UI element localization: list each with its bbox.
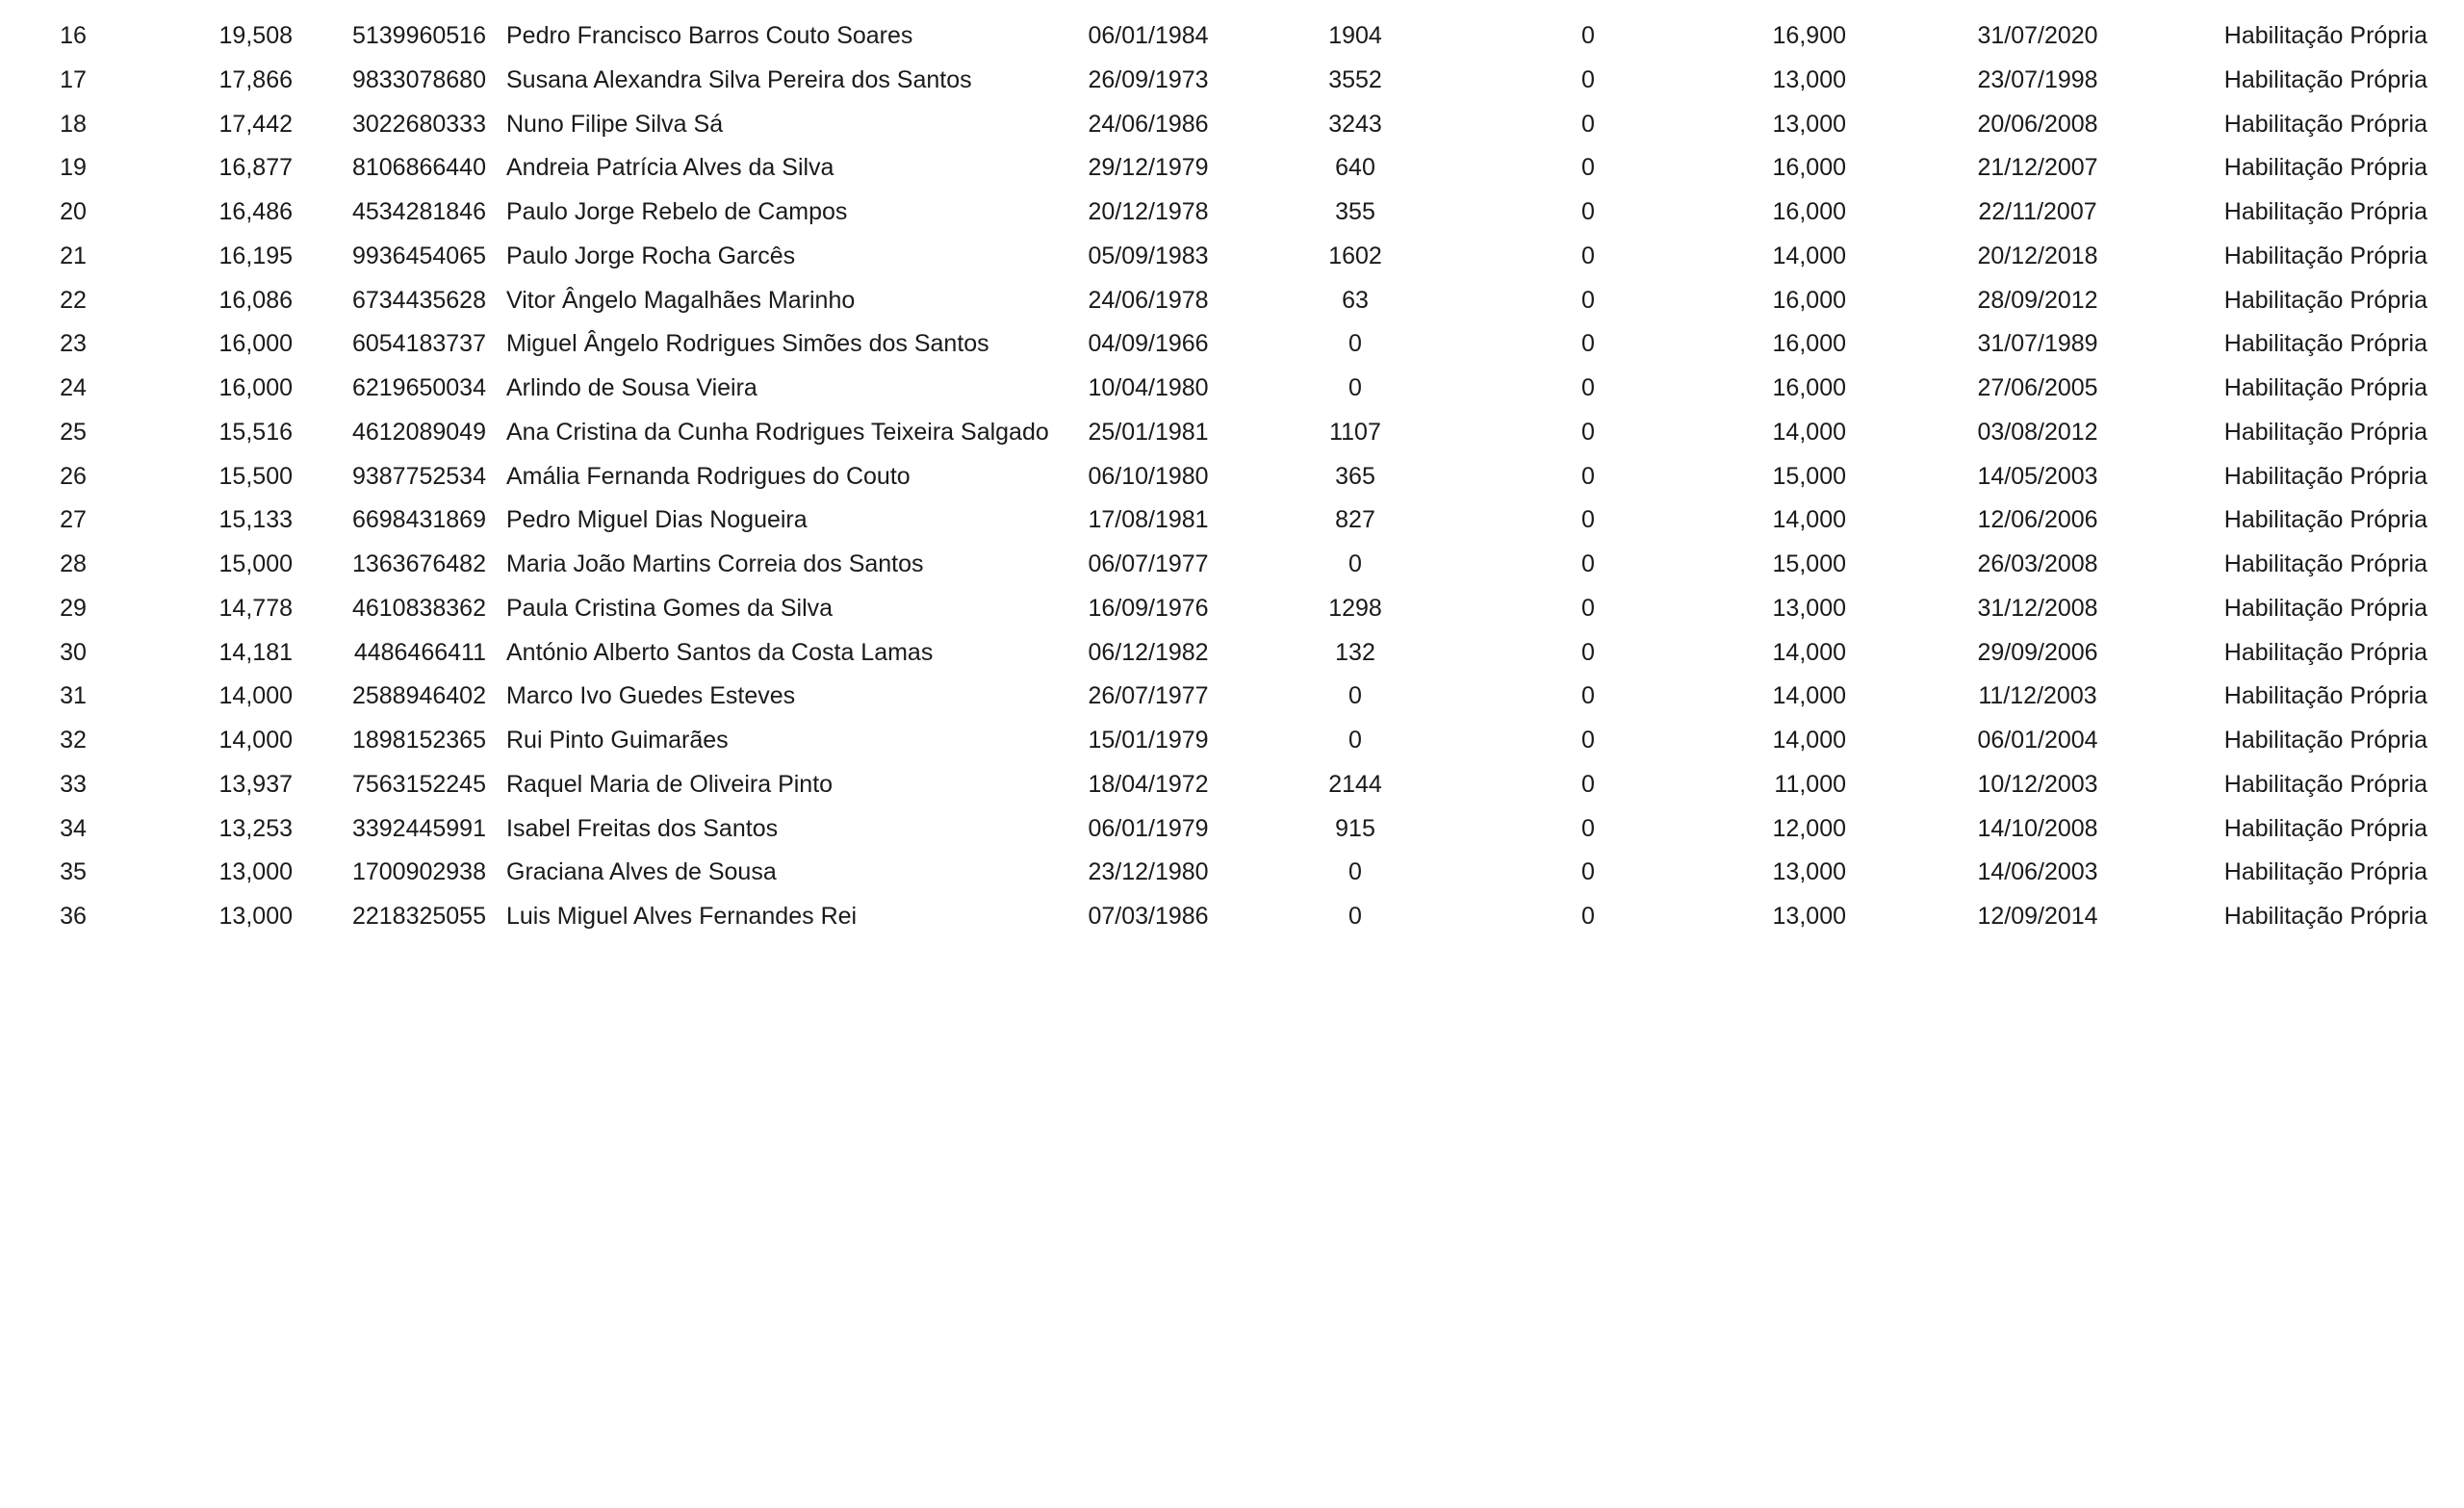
birth-date-cell: 25/01/1981 bbox=[1088, 419, 1209, 446]
zero-value-cell: 0 bbox=[1581, 727, 1595, 754]
graduation-grade-cell: 13,000 bbox=[218, 903, 293, 930]
rank-cell: 34 bbox=[60, 815, 87, 842]
candidate-name-cell: Miguel Ângelo Rodrigues Simões dos Santos bbox=[506, 330, 989, 357]
service-days-cell: 1602 bbox=[1328, 243, 1382, 269]
candidate-number-cell: 9936454065 bbox=[351, 243, 486, 269]
birth-date-cell: 24/06/1978 bbox=[1088, 287, 1209, 314]
candidate-name-cell: Arlindo de Sousa Vieira bbox=[506, 374, 757, 401]
professional-grade-cell: 16,900 bbox=[1772, 22, 1846, 49]
professional-grade-cell: 14,000 bbox=[1772, 682, 1846, 709]
qualification-type-cell: Habilitação Própria bbox=[2223, 243, 2427, 269]
service-days-cell: 63 bbox=[1342, 287, 1369, 314]
birth-date-cell: 06/12/1982 bbox=[1088, 639, 1209, 666]
professional-grade-cell: 14,000 bbox=[1772, 243, 1846, 269]
qualification-date-cell: 14/06/2003 bbox=[1977, 858, 2098, 885]
professional-grade-cell: 14,000 bbox=[1772, 506, 1846, 533]
candidate-number-cell: 4534281846 bbox=[351, 198, 486, 225]
candidate-number-cell: 1898152365 bbox=[351, 727, 486, 754]
rank-cell: 25 bbox=[60, 419, 87, 446]
qualification-type-cell: Habilitação Própria bbox=[2223, 374, 2427, 401]
zero-value-cell: 0 bbox=[1581, 903, 1595, 930]
graduation-grade-cell: 16,000 bbox=[218, 330, 293, 357]
professional-grade-cell: 16,000 bbox=[1772, 154, 1846, 181]
qualification-date-cell: 06/01/2004 bbox=[1977, 727, 2098, 754]
service-days-cell: 2144 bbox=[1328, 771, 1382, 798]
birth-date-cell: 06/10/1980 bbox=[1088, 463, 1209, 490]
rank-cell: 21 bbox=[60, 243, 87, 269]
candidate-number-cell: 4486466411 bbox=[353, 639, 486, 666]
qualification-date-cell: 11/12/2003 bbox=[1978, 682, 2097, 709]
zero-value-cell: 0 bbox=[1581, 374, 1595, 401]
birth-date-cell: 23/12/1980 bbox=[1088, 858, 1209, 885]
candidate-number-cell: 7563152245 bbox=[351, 771, 486, 798]
zero-value-cell: 0 bbox=[1581, 198, 1595, 225]
zero-value-cell: 0 bbox=[1581, 154, 1595, 181]
qualification-date-cell: 29/09/2006 bbox=[1977, 639, 2098, 666]
qualification-type-cell: Habilitação Própria bbox=[2223, 771, 2427, 798]
candidate-name-cell: Paula Cristina Gomes da Silva bbox=[506, 595, 834, 622]
birth-date-cell: 26/09/1973 bbox=[1088, 66, 1209, 93]
candidate-number-cell: 8106866440 bbox=[351, 154, 486, 181]
rank-cell: 23 bbox=[60, 330, 87, 357]
qualification-date-cell: 22/11/2007 bbox=[1978, 198, 2097, 225]
graduation-grade-cell: 14,181 bbox=[218, 639, 293, 666]
zero-value-cell: 0 bbox=[1581, 682, 1595, 709]
graduation-grade-cell: 17,442 bbox=[218, 111, 293, 138]
qualification-date-cell: 14/05/2003 bbox=[1977, 463, 2098, 490]
zero-value-cell: 0 bbox=[1581, 111, 1595, 138]
qualification-type-cell: Habilitação Própria bbox=[2223, 419, 2427, 446]
professional-grade-cell: 16,000 bbox=[1772, 198, 1846, 225]
candidate-name-cell: Isabel Freitas dos Santos bbox=[506, 815, 779, 842]
graduation-grade-cell: 17,866 bbox=[218, 66, 293, 93]
graduation-grade-cell: 16,877 bbox=[218, 154, 293, 181]
graduation-grade-cell: 16,000 bbox=[218, 374, 293, 401]
professional-grade-cell: 13,000 bbox=[1772, 858, 1846, 885]
candidate-number-cell: 2588946402 bbox=[351, 682, 486, 709]
service-days-cell: 915 bbox=[1335, 815, 1375, 842]
qualification-type-cell: Habilitação Própria bbox=[2223, 903, 2427, 930]
qualification-type-cell: Habilitação Própria bbox=[2223, 639, 2427, 666]
qualification-type-cell: Habilitação Própria bbox=[2223, 66, 2427, 93]
professional-grade-cell: 13,000 bbox=[1772, 595, 1846, 622]
service-days-cell: 0 bbox=[1348, 903, 1362, 930]
rank-cell: 27 bbox=[60, 506, 87, 533]
birth-date-cell: 20/12/1978 bbox=[1088, 198, 1209, 225]
candidate-number-cell: 5139960516 bbox=[351, 22, 486, 49]
graduation-grade-cell: 16,195 bbox=[218, 243, 293, 269]
professional-grade-cell: 16,000 bbox=[1772, 374, 1846, 401]
candidate-name-cell: Andreia Patrícia Alves da Silva bbox=[506, 154, 834, 181]
zero-value-cell: 0 bbox=[1581, 639, 1595, 666]
qualification-date-cell: 14/10/2008 bbox=[1977, 815, 2098, 842]
candidate-name-cell: Ana Cristina da Cunha Rodrigues Teixeira Salgado bbox=[506, 419, 1049, 446]
candidate-number-cell: 9833078680 bbox=[351, 66, 486, 93]
candidate-name-cell: Raquel Maria de Oliveira Pinto bbox=[506, 771, 834, 798]
graduation-grade-cell: 15,000 bbox=[218, 550, 293, 577]
qualification-type-cell: Habilitação Própria bbox=[2223, 111, 2427, 138]
professional-grade-cell: 14,000 bbox=[1772, 727, 1846, 754]
qualification-date-cell: 28/09/2012 bbox=[1977, 287, 2098, 314]
birth-date-cell: 15/01/1979 bbox=[1088, 727, 1209, 754]
candidate-name-cell: Marco Ivo Guedes Esteves bbox=[506, 682, 796, 709]
professional-grade-cell: 16,000 bbox=[1772, 287, 1846, 314]
zero-value-cell: 0 bbox=[1581, 858, 1595, 885]
birth-date-cell: 24/06/1986 bbox=[1088, 111, 1209, 138]
qualification-date-cell: 23/07/1998 bbox=[1977, 66, 2098, 93]
rank-cell: 26 bbox=[60, 463, 87, 490]
candidate-number-cell: 9387752534 bbox=[351, 463, 486, 490]
candidate-number-cell: 6054183737 bbox=[351, 330, 486, 357]
graduation-grade-cell: 16,486 bbox=[218, 198, 293, 225]
qualification-date-cell: 12/06/2006 bbox=[1977, 506, 2098, 533]
professional-grade-cell: 15,000 bbox=[1772, 550, 1846, 577]
graduation-grade-cell: 15,516 bbox=[218, 419, 293, 446]
rank-cell: 36 bbox=[60, 903, 87, 930]
qualification-date-cell: 31/12/2008 bbox=[1977, 595, 2098, 622]
rank-cell: 32 bbox=[60, 727, 87, 754]
candidate-name-cell: Maria João Martins Correia dos Santos bbox=[506, 550, 924, 577]
service-days-cell: 1107 bbox=[1329, 419, 1381, 446]
zero-value-cell: 0 bbox=[1581, 22, 1595, 49]
rank-cell: 20 bbox=[60, 198, 87, 225]
service-days-cell: 0 bbox=[1348, 682, 1362, 709]
zero-value-cell: 0 bbox=[1581, 419, 1595, 446]
qualification-type-cell: Habilitação Própria bbox=[2223, 727, 2427, 754]
qualification-type-cell: Habilitação Própria bbox=[2223, 198, 2427, 225]
service-days-cell: 0 bbox=[1348, 858, 1362, 885]
birth-date-cell: 04/09/1966 bbox=[1088, 330, 1209, 357]
service-days-cell: 355 bbox=[1335, 198, 1375, 225]
candidate-number-cell: 4612089049 bbox=[351, 419, 486, 446]
service-days-cell: 640 bbox=[1335, 154, 1375, 181]
zero-value-cell: 0 bbox=[1581, 330, 1595, 357]
service-days-cell: 132 bbox=[1335, 639, 1375, 666]
zero-value-cell: 0 bbox=[1581, 815, 1595, 842]
professional-grade-cell: 11,000 bbox=[1774, 771, 1846, 798]
zero-value-cell: 0 bbox=[1581, 287, 1595, 314]
professional-grade-cell: 13,000 bbox=[1772, 903, 1846, 930]
candidate-number-cell: 2218325055 bbox=[351, 903, 486, 930]
qualification-date-cell: 03/08/2012 bbox=[1977, 419, 2098, 446]
birth-date-cell: 16/09/1976 bbox=[1088, 595, 1209, 622]
candidate-number-cell: 4610838362 bbox=[351, 595, 486, 622]
rank-cell: 31 bbox=[60, 682, 87, 709]
graduation-grade-cell: 15,500 bbox=[218, 463, 293, 490]
birth-date-cell: 10/04/1980 bbox=[1088, 374, 1209, 401]
candidate-name-cell: Luis Miguel Alves Fernandes Rei bbox=[506, 903, 858, 930]
birth-date-cell: 07/03/1986 bbox=[1088, 903, 1209, 930]
qualification-date-cell: 21/12/2007 bbox=[1977, 154, 2098, 181]
rank-cell: 24 bbox=[60, 374, 87, 401]
professional-grade-cell: 16,000 bbox=[1772, 330, 1846, 357]
professional-grade-cell: 13,000 bbox=[1772, 66, 1846, 93]
candidate-name-cell: António Alberto Santos da Costa Lamas bbox=[506, 639, 934, 666]
rank-cell: 17 bbox=[60, 66, 87, 93]
birth-date-cell: 17/08/1981 bbox=[1088, 506, 1209, 533]
rank-cell: 30 bbox=[60, 639, 87, 666]
professional-grade-cell: 12,000 bbox=[1772, 815, 1846, 842]
zero-value-cell: 0 bbox=[1581, 506, 1595, 533]
service-days-cell: 0 bbox=[1348, 727, 1362, 754]
qualification-date-cell: 31/07/1989 bbox=[1977, 330, 2098, 357]
graduation-grade-cell: 14,000 bbox=[218, 727, 293, 754]
birth-date-cell: 06/01/1984 bbox=[1088, 22, 1209, 49]
graduation-grade-cell: 14,000 bbox=[218, 682, 293, 709]
graduation-grade-cell: 13,000 bbox=[218, 858, 293, 885]
qualification-type-cell: Habilitação Própria bbox=[2223, 154, 2427, 181]
candidate-number-cell: 3022680333 bbox=[351, 111, 486, 138]
candidate-name-cell: Paulo Jorge Rebelo de Campos bbox=[506, 198, 848, 225]
candidate-name-cell: Rui Pinto Guimarães bbox=[506, 727, 729, 754]
graduation-grade-cell: 13,937 bbox=[218, 771, 293, 798]
candidate-name-cell: Susana Alexandra Silva Pereira dos Santos bbox=[506, 66, 972, 93]
qualification-type-cell: Habilitação Própria bbox=[2223, 858, 2427, 885]
rank-cell: 28 bbox=[60, 550, 87, 577]
qualification-date-cell: 12/09/2014 bbox=[1977, 903, 2098, 930]
service-days-cell: 0 bbox=[1348, 550, 1362, 577]
professional-grade-cell: 15,000 bbox=[1772, 463, 1846, 490]
zero-value-cell: 0 bbox=[1581, 771, 1595, 798]
zero-value-cell: 0 bbox=[1581, 463, 1595, 490]
qualification-type-cell: Habilitação Própria bbox=[2223, 287, 2427, 314]
qualification-type-cell: Habilitação Própria bbox=[2223, 463, 2427, 490]
candidate-number-cell: 6698431869 bbox=[351, 506, 486, 533]
candidate-number-cell: 3392445991 bbox=[351, 815, 486, 842]
candidate-number-cell: 6219650034 bbox=[351, 374, 486, 401]
zero-value-cell: 0 bbox=[1581, 550, 1595, 577]
zero-value-cell: 0 bbox=[1581, 595, 1595, 622]
rank-cell: 16 bbox=[60, 22, 87, 49]
qualification-type-cell: Habilitação Própria bbox=[2223, 815, 2427, 842]
zero-value-cell: 0 bbox=[1581, 243, 1595, 269]
candidate-name-cell: Pedro Miguel Dias Nogueira bbox=[506, 506, 808, 533]
service-days-cell: 827 bbox=[1335, 506, 1375, 533]
graduation-grade-cell: 19,508 bbox=[218, 22, 293, 49]
rank-cell: 33 bbox=[60, 771, 87, 798]
service-days-cell: 0 bbox=[1348, 330, 1362, 357]
professional-grade-cell: 14,000 bbox=[1772, 639, 1846, 666]
candidate-name-cell: Nuno Filipe Silva Sá bbox=[506, 111, 724, 138]
rank-cell: 35 bbox=[60, 858, 87, 885]
candidate-number-cell: 1363676482 bbox=[351, 550, 486, 577]
graduation-grade-cell: 16,086 bbox=[218, 287, 293, 314]
candidate-name-cell: Paulo Jorge Rocha Garcês bbox=[506, 243, 796, 269]
table-row bbox=[0, 887, 2464, 945]
qualification-date-cell: 31/07/2020 bbox=[1977, 22, 2098, 49]
qualification-date-cell: 10/12/2003 bbox=[1977, 771, 2098, 798]
graduation-grade-cell: 14,778 bbox=[218, 595, 293, 622]
qualification-type-cell: Habilitação Própria bbox=[2223, 550, 2427, 577]
candidate-number-cell: 1700902938 bbox=[351, 858, 486, 885]
zero-value-cell: 0 bbox=[1581, 66, 1595, 93]
rank-cell: 19 bbox=[60, 154, 87, 181]
professional-grade-cell: 13,000 bbox=[1772, 111, 1846, 138]
qualification-date-cell: 20/06/2008 bbox=[1977, 111, 2098, 138]
candidate-number-cell: 6734435628 bbox=[351, 287, 486, 314]
qualification-date-cell: 20/12/2018 bbox=[1977, 243, 2098, 269]
graduation-grade-cell: 13,253 bbox=[218, 815, 293, 842]
qualification-type-cell: Habilitação Própria bbox=[2223, 506, 2427, 533]
service-days-cell: 3552 bbox=[1328, 66, 1382, 93]
rank-cell: 22 bbox=[60, 287, 87, 314]
candidate-name-cell: Pedro Francisco Barros Couto Soares bbox=[506, 22, 913, 49]
birth-date-cell: 06/07/1977 bbox=[1088, 550, 1209, 577]
birth-date-cell: 06/01/1979 bbox=[1088, 815, 1209, 842]
qualification-type-cell: Habilitação Própria bbox=[2223, 22, 2427, 49]
candidate-name-cell: Vitor Ângelo Magalhães Marinho bbox=[506, 287, 856, 314]
service-days-cell: 3243 bbox=[1328, 111, 1382, 138]
birth-date-cell: 29/12/1979 bbox=[1088, 154, 1209, 181]
rank-cell: 29 bbox=[60, 595, 87, 622]
service-days-cell: 0 bbox=[1348, 374, 1362, 401]
birth-date-cell: 18/04/1972 bbox=[1088, 771, 1209, 798]
rank-cell: 18 bbox=[60, 111, 87, 138]
service-days-cell: 365 bbox=[1335, 463, 1375, 490]
qualification-type-cell: Habilitação Própria bbox=[2223, 595, 2427, 622]
candidate-name-cell: Graciana Alves de Sousa bbox=[506, 858, 777, 885]
qualification-type-cell: Habilitação Própria bbox=[2223, 682, 2427, 709]
birth-date-cell: 05/09/1983 bbox=[1088, 243, 1209, 269]
birth-date-cell: 26/07/1977 bbox=[1088, 682, 1209, 709]
service-days-cell: 1904 bbox=[1328, 22, 1382, 49]
service-days-cell: 1298 bbox=[1328, 595, 1382, 622]
candidate-name-cell: Amália Fernanda Rodrigues do Couto bbox=[506, 463, 911, 490]
professional-grade-cell: 14,000 bbox=[1772, 419, 1846, 446]
qualification-type-cell: Habilitação Própria bbox=[2223, 330, 2427, 357]
graduation-grade-cell: 15,133 bbox=[218, 506, 293, 533]
qualification-date-cell: 27/06/2005 bbox=[1977, 374, 2098, 401]
qualification-date-cell: 26/03/2008 bbox=[1977, 550, 2098, 577]
